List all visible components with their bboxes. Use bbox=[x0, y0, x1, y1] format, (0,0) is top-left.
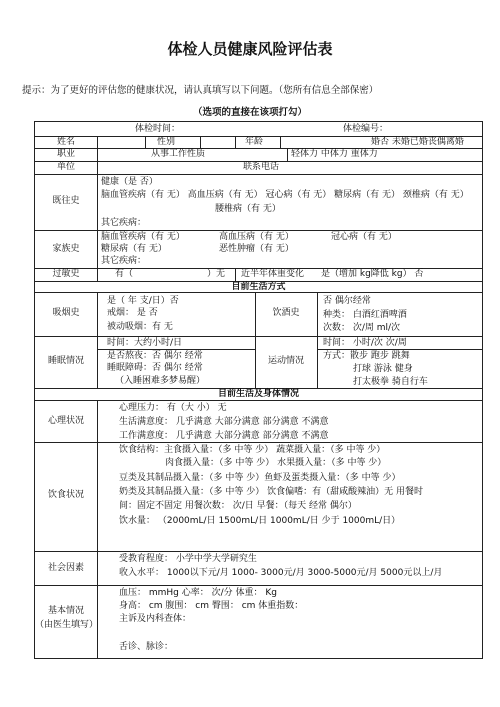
exercise-mode-3[interactable]: 打太极拳 骑自行车 bbox=[353, 377, 428, 387]
drinking-times[interactable]: 次数： 次/周 ml/次 bbox=[323, 323, 401, 333]
stay-up-late[interactable]: 是否熬夜：否 偶尔 经常 bbox=[107, 351, 203, 361]
doctor-fill-note: （由医生填写） bbox=[35, 620, 99, 630]
unit-label: 单位 bbox=[56, 162, 75, 172]
diet-label: 饮食状况 bbox=[47, 490, 84, 500]
education-level[interactable]: 受教育程度： 小学中学大学研究生 bbox=[119, 554, 257, 564]
form-title: 体检人员健康风险评估表 bbox=[167, 40, 333, 58]
family-diabetes[interactable]: 糖尿病（有 无） bbox=[101, 244, 167, 254]
smoking-years[interactable]: 是（ 年 支/日）否 bbox=[107, 296, 179, 306]
name-label: 姓名 bbox=[56, 137, 75, 147]
family-history-label: 家族史 bbox=[52, 244, 80, 254]
gender-label: 性别 bbox=[157, 137, 176, 147]
labor-options[interactable]: 轻体力 中体力 重体力 bbox=[291, 149, 378, 159]
passive-smoking[interactable]: 被动吸烟：有 无 bbox=[107, 322, 173, 332]
height-row[interactable]: 身高： cm 腹围： cm 臀围： cm 体重指数： bbox=[119, 601, 304, 611]
job-label: 职业 bbox=[56, 149, 75, 159]
lifestyle-section-header: 目前生活方式 bbox=[231, 282, 286, 292]
social-label: 社会因素 bbox=[47, 563, 84, 573]
basic-exam-label: 基本情况 bbox=[47, 606, 84, 616]
diet-milk[interactable]: 奶类及其制品摄入量：（多 中等 少） 饮食偏嗜：有（甜咸酸辣油）无 用餐时 bbox=[119, 487, 423, 497]
weight-change-label: 近半年体重变化 bbox=[241, 269, 305, 279]
past-health[interactable]: 健康（是 否） bbox=[101, 177, 158, 187]
exercise-mode-1[interactable]: 方式：散步 跑步 跳舞 bbox=[323, 351, 410, 361]
tongue-pulse-diagnosis[interactable]: 舌诊、脉诊： bbox=[119, 642, 174, 652]
sleep-disorder[interactable]: 睡眠障碍：否 偶尔 经常 bbox=[107, 363, 203, 373]
blood-pressure-row[interactable]: 血压： mmHg 心率： 次/分 体重： Kg bbox=[119, 588, 277, 598]
family-cerebro[interactable]: 脑血管疾病（有 无） bbox=[101, 232, 185, 242]
allergy-none[interactable]: ）无 bbox=[207, 269, 226, 279]
sleep-disorder-types[interactable]: （入睡困难多梦易醒） bbox=[115, 376, 206, 386]
exercise-mode-2[interactable]: 打球 游泳 健身 bbox=[353, 364, 413, 374]
sleep-hours[interactable]: 时间：大约小时/日 bbox=[107, 338, 183, 348]
smoking-label: 吸烟史 bbox=[52, 308, 80, 318]
life-satisfaction[interactable]: 生活满意度： 几乎满意 大部分满意 部分满意 不满意 bbox=[119, 417, 329, 427]
psych-pressure[interactable]: 心理压力： 有（大 小） 无 bbox=[119, 403, 227, 413]
past-history-label: 既往史 bbox=[52, 196, 80, 206]
exam-no-label: 体检编号： bbox=[343, 124, 389, 134]
family-other[interactable]: 其它疾病： bbox=[101, 256, 147, 266]
instruction-tip: 提示：为了更好的评估您的健康状况，请认真填写以下问题。（您所有信息全部保密） bbox=[22, 85, 379, 96]
diet-beans[interactable]: 豆类及其制品摄入量：（多 中等 少）鱼虾及蛋类摄入量：（多 中等 少） bbox=[119, 473, 401, 483]
water-intake[interactable]: 饮水量： （2000mL/日 1500mL/日 1000mL/日 少于 1000mL/日） bbox=[119, 516, 401, 526]
income-level[interactable]: 收入水平： 1000以下元/月 1000- 3000元/月 3000-5000元/月 5000元以上/月 bbox=[119, 568, 443, 578]
age-label: 年龄 bbox=[245, 137, 264, 147]
body-section-header: 目前生活及身体情况 bbox=[217, 389, 299, 399]
allergy-label: 过敏史 bbox=[52, 269, 80, 279]
drinking-type[interactable]: 种类： 白酒红酒啤酒 bbox=[323, 310, 407, 320]
weight-change-options[interactable]: 是（增加 kg降低 kg） 否 bbox=[321, 269, 424, 279]
psych-label: 心理状况 bbox=[47, 416, 84, 426]
diet-meal-time[interactable]: 间：固定不固定 用餐次数： 次/日 早餐：（每天 经常 偶尔） bbox=[119, 501, 357, 511]
phone-label: 联系电话 bbox=[243, 162, 280, 172]
exercise-label: 运动情况 bbox=[267, 356, 304, 366]
smoking-quit[interactable]: 戒烟： 是 否 bbox=[107, 308, 158, 318]
diet-meat[interactable]: 肉食摄入量：（多 中等 少） 水果摄入量：（多 中等 少） bbox=[165, 458, 387, 468]
marital-options[interactable]: 婚否 未婚已婚丧偶离婚 bbox=[371, 137, 464, 147]
drinking-frequency[interactable]: 否 偶尔经常 bbox=[323, 296, 371, 306]
family-tumor[interactable]: 恶性肿瘤（有 无） bbox=[219, 244, 294, 254]
allergy-has[interactable]: 有（ bbox=[115, 269, 134, 279]
sleep-label: 睡眠情况 bbox=[47, 356, 84, 366]
drinking-label: 饮酒史 bbox=[272, 308, 300, 318]
diet-staple[interactable]: 饮食结构：主食摄入量：（多 中等 少） 蔬菜摄入量：（多 中等 少） bbox=[119, 445, 386, 455]
past-lumbar[interactable]: 腰椎病（有 无） bbox=[215, 204, 281, 214]
job-nature-label: 从事工作性质 bbox=[151, 149, 206, 159]
past-other[interactable]: 其它疾病： bbox=[101, 218, 147, 228]
past-diseases[interactable]: 脑血管疾病（有 无） 高血压病（有 无） 冠心病（有 无） 糖尿病（有 无） 颈椎病（有 无） bbox=[101, 190, 469, 200]
family-coronary[interactable]: 冠心病（有 无） bbox=[331, 232, 397, 242]
family-hypertension[interactable]: 高血压病（有 无） bbox=[219, 232, 294, 242]
exercise-time[interactable]: 时间： 小时/次 次/周 bbox=[323, 338, 407, 348]
work-satisfaction[interactable]: 工作满意度： 几乎满意 大部分满意 部分满意 不满意 bbox=[119, 431, 329, 441]
chief-complaint[interactable]: 主诉及内科查体： bbox=[119, 614, 192, 624]
exam-time-label: 体检时间： bbox=[135, 124, 181, 134]
assessment-form bbox=[34, 121, 483, 659]
check-note: （选项的直接在该项打勾） bbox=[192, 107, 307, 118]
